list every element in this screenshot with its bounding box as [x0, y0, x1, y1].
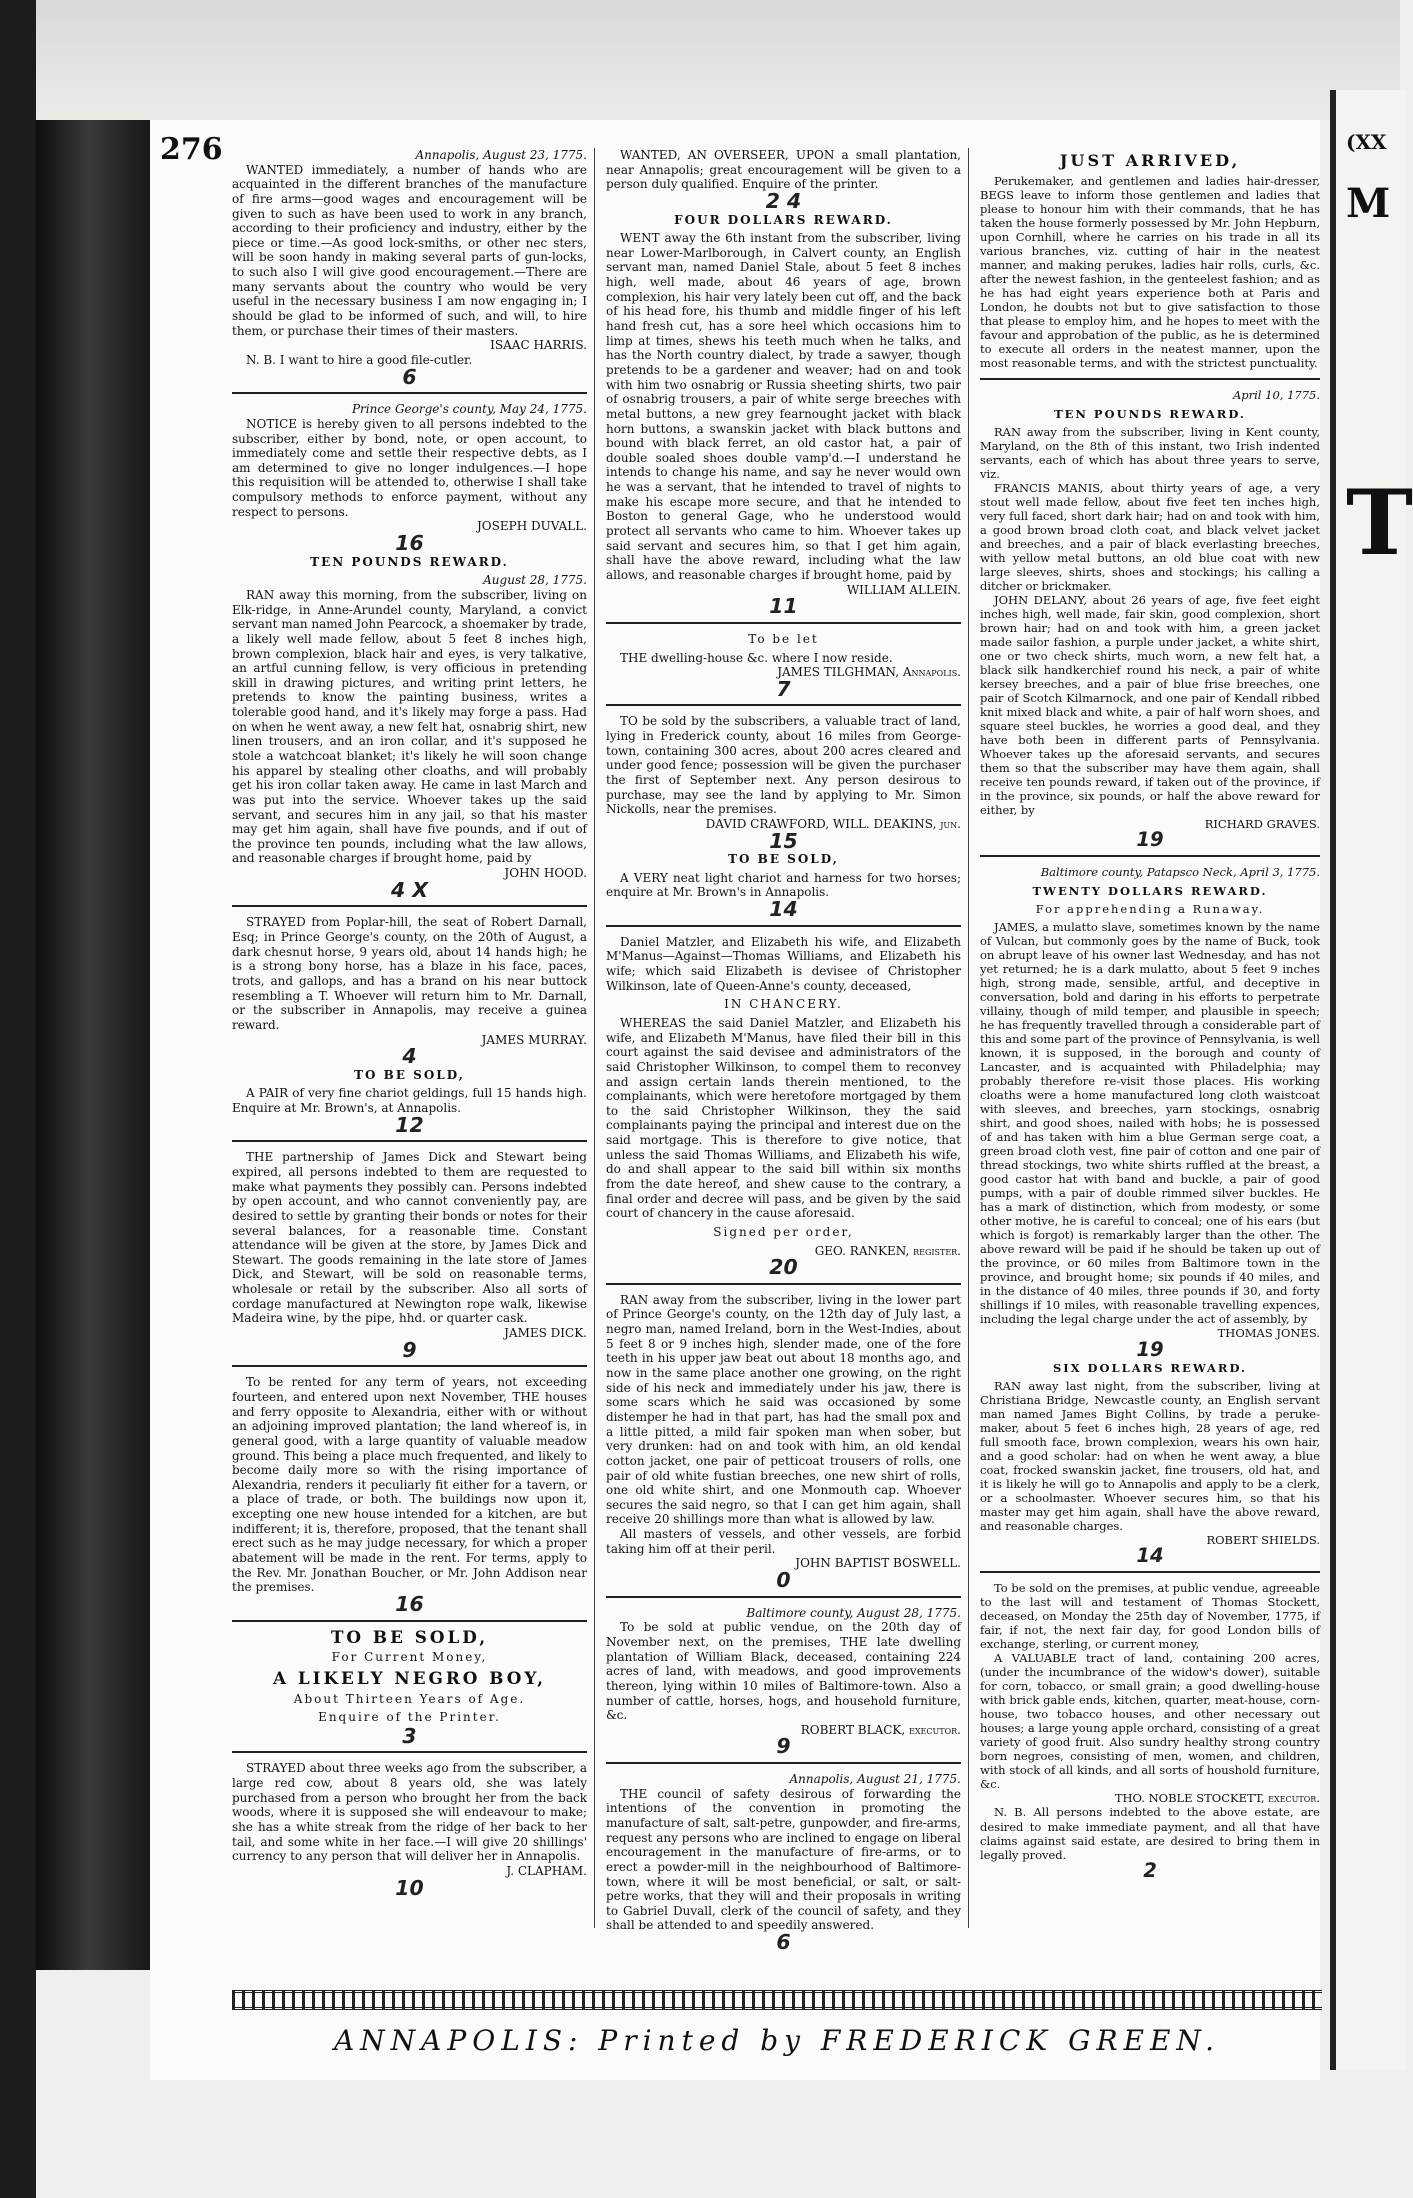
- book-spine: [36, 120, 154, 1970]
- handwritten-annotation: 3: [402, 1723, 417, 1748]
- ad-text: WANTED immediately, a number of hands who are acquainted in the different branches of the manufacture of fire arms—good wages and encouragement will be given to such as have been used to work in any branch, according to their proficiency and industry, either by the piece or time.—As good lock-smiths, or other nec sters, will be soon handy in making several parts of gun-locks, to such also I will give good encouragement.—There are many servants about the country who would be very useful in the necessary business I am now engaging in; I should be glad to be informed of such, and will, to hire them, or purchase their times of their masters.: [232, 162, 587, 338]
- adjacent-page-fragment: T: [1346, 470, 1413, 576]
- ad-signature: DAVID CRAWFORD, WILL. DEAKINS, jun.: [705, 816, 961, 831]
- ad-signature: JOHN BAPTIST BOSWELL.: [795, 1556, 961, 1571]
- ad-heading: TEN POUNDS REWARD.: [310, 554, 509, 569]
- ad-text: THE partnership of James Dick and Stewart being expired, all persons indebted to them are requested to make what payments they possibly can. Persons indebted by open account, and who cannot conveniently pay, are desired to settle by granting their bonds or notes for their several balances, for a reasonable time. Constant attendance will be given at the store, by James Dick and Stewart. The goods remaining in the late store of James Dick, and Stewart, will be sold on reasonable terms, wholesale or retail by the subscriber. Also all sorts of cordage manufactured at Newington rope walk, likewise Madeira wine, by the pipe, hhd. or quarter cask.: [232, 1150, 587, 1326]
- handwritten-annotation: 9: [402, 1337, 417, 1362]
- column-rule: [980, 855, 1320, 857]
- ad-text: THE council of safety desirous of forwarding the intentions of the convention in promoting the manufacture of salt, salt-petre, gunpowder, and fire-arms, request any persons who are inclined to engage on liberal encouragement in the manufacture of fire-arms, or to erect a powder-mill in the neighbourhood of Baltimore-town, where it will be most beneficial, or salt, or salt-petre works, that they will and their proposals in writing to Gabriel Duvall, clerk of the council of safety, and they shall be attended to and speedily answered.: [606, 1786, 961, 1933]
- ad-signature: J. CLAPHAM.: [506, 1863, 587, 1878]
- ad-signature: JAMES MURRAY.: [481, 1032, 587, 1047]
- handwritten-annotation: 11: [769, 594, 798, 619]
- column-rule: [232, 392, 587, 394]
- ad-signature: WILLIAM ALLEIN.: [846, 582, 961, 597]
- handwritten-annotation: 4 X: [390, 877, 428, 902]
- ad-text: N. B. All persons indebted to the above estate, are desired to make immediate payment, and all that have claims against said estate, are desired to bring them in legally proved.: [980, 1805, 1320, 1862]
- ad-text: To be sold on the premises, at public vendue, agreeable to the last will and testament of Thomas Stockett, deceased, on Monday the 25th day of November, 1775, if fair, if not, the next fair day, for good London bills of exchange, sterling, or current money,: [980, 1580, 1320, 1652]
- ad-signature: RICHARD GRAVES.: [1204, 817, 1320, 832]
- imprint-footer: [232, 1990, 1322, 2057]
- column-rule: [232, 1751, 587, 1753]
- ad-text: A PAIR of very fine chariot geldings, full 15 hands high. Enquire at Mr. Brown's, at Annapolis.: [232, 1086, 587, 1116]
- handwritten-annotation: 14: [769, 897, 798, 922]
- ad-large-heading: JUST ARRIVED,: [1059, 151, 1241, 170]
- column-rule: [606, 1762, 961, 1764]
- ad-signature: JAMES TILGHMAN, Annapolis.: [777, 665, 961, 680]
- handwritten-annotation: 20: [769, 1255, 798, 1280]
- ad-large-heading: A LIKELY NEGRO BOY,: [272, 1667, 547, 1688]
- column-divider: [594, 148, 595, 1928]
- page-number: 276: [160, 132, 223, 167]
- handwritten-annotation: 0: [776, 1568, 791, 1593]
- handwritten-annotation: 12: [395, 1112, 424, 1137]
- ad-centered-line: About Thirteen Years of Age.: [293, 1691, 526, 1706]
- handwritten-annotation: 16: [395, 531, 424, 556]
- column-rule: [606, 1596, 961, 1598]
- column-rule: [232, 1140, 587, 1142]
- column-rule: [980, 378, 1320, 380]
- ad-text: N. B. I want to hire a good file-cutler.: [246, 352, 473, 367]
- ad-text: JOHN DELANY, about 26 years of age, five feet eight inches high, well made, fair skin, good complexion, short brown hair; had on and took with him, a green jacket made sailor fashion, a purple under jacket, a white shirt, one or two check shirts, much worn, a new felt hat, a black silk handkerchief round his neck, a pair of white kersey breeches, and a pair of blue frise breeches, one pair of Scotch Kilmarnock, and one pair of Kendall ribbed knit mixed black and white, a pair of half worn shoes, and square steel buckles, he worries a good deal, and they have both been in different parts of Pennsylvania. Whoever takes up the aforesaid servants, and secures them so that the subscriber may have them again, shall receive ten pounds reward, if taken out of the province, if in the province, six pounds, or half the above reward for either, by: [980, 592, 1320, 818]
- ad-text: Perukemaker, and gentlemen and ladies hair-dresser, BEGS leave to inform those gentlemen and ladies that please to honour him with their commands, that he has taken the house formerly possessed by Mr. John Hepburn, upon Cornhill, where he carries on his trade in all its various branches, viz. cutting of hair in the neatest manner, and making perukes, ladies hair rolls, curls, &c. after the newest fashion, in the genteelest fashion; and as he has had eight years experience both at Paris and London, he doubts not but to give satisfaction to those that please to employ him, and he hopes to meet with the favour and approbation of the public, as he is determined to execute all orders in the neatest manner, upon the most reasonable terms, and with the strictest punctuality.: [980, 174, 1320, 371]
- column-rule: [980, 1571, 1320, 1573]
- column-1: [232, 148, 587, 1900]
- ad-text: RAN away last night, from the subscriber, living at Christiana Bridge, Newcastle county, an English servant man named James Bight Collins, by trade a peruke-maker, about 5 feet 6 inches high, 28 years of age, red full smooth face, brown complexion, wears his own hair, and a good scholar: had on when he went away, a blue coat, frocked swanskin jacket, fine trousers, old hat, and it is likely he will go to Annapolis and apply to be a clerk, or a schoolmaster. Whoever secures him, so that his master may get him again, shall have the above reward, and reasonable charges.: [980, 1378, 1320, 1533]
- ad-text: TO be sold by the subscribers, a valuable tract of land, lying in Frederick county, about 16 miles from George-town, containing 300 acres, about 200 acres cleared and under good fence; possession will be given the purchaser the first of September next. Any person desirous to purchase, may see the land by applying to Mr. Simon Nickolls, near the premises.: [606, 714, 961, 817]
- ad-text: NOTICE is hereby given to all persons indebted to the subscriber, either by bond, note, or open account, to immediately come and settle their respective debts, as I am determined to give no longer indulgences.—I hope this requisition will be attended to, otherwise I shall take compulsory methods to enforce payment, without any respect to persons.: [232, 416, 587, 519]
- ad-dateline: April 10, 1775.: [1232, 388, 1320, 403]
- ad-text: To be sold at public vendue, on the 20th day of November next, on the premises, THE late dwelling plantation of William Black, deceased, containing 224 acres of land, with meadows, and good improvements thereon, lying within 10 miles of Baltimore-town. Also a number of cattle, horses, hogs, and household furniture, &c.: [606, 1620, 961, 1723]
- ad-text: RAN away from the subscriber, living in the lower part of Prince George's county, on the 12th day of July last, a negro man, named Ireland, born in the West-Indies, about 5 feet 8 or 9 inches high, slender made, one of the fore teeth in his upper jaw beat out about 18 months ago, and now in the same place another one growing, on the right side of his neck and immediately under his jaw, there is some scars which he said was occasioned by some distemper he had in that part, has had the small pox and a little pitted, a mild fair spoken man when sober, but very drunken: had on and took with him, an old kendal cotton jacket, one pair of petticoat trousers of rolls, one pair of old white fustian breeches, one new shirt of rolls, one old white shirt, and one Monmouth cap. Whoever secures the said negro, so that I can get him again, shall receive 20 shillings more than what is allowed by law.: [606, 1292, 961, 1527]
- column-rule: [606, 925, 961, 927]
- ad-heading: TEN POUNDS REWARD.: [1054, 406, 1246, 421]
- handwritten-annotation: 2 4: [765, 188, 802, 213]
- ad-text: JAMES, a mulatto slave, sometimes known by the name of Vulcan, but commonly goes by the name of Buck, took on abrupt leave of his owner last Wednesday, and has not yet returned; he is a dark mulatto, about 5 feet 9 inches high, strong made, sensible, artful, and deceptive in conversation, bold and daring in his efforts to perpetrate villainy, though of mild temper, and plausible in speech; he has frequently travelled through a considerable part of this and some part of the province of Pennsylvania, is well known, it is supposed, in the borough and county of Lancaster, and is acquainted with Philadelphia; may probably therefore re-visit those places. His working cloaths were a home manufactured long cloth waistcoat with sleeves, and breeches, yarn stockings, osnabrig shirt, and good shoes, nailed with hobs; he is possessed of and has taken with him a blue German serge coat, a green broad cloth vest, fine pair of cotton and one pair of thread stockings, two white shirts ruffled at the breast, a good castor hat with band and buckle, a pair of good pumps, with a pair of double rimmed silver buckles. He has a mark of distinction, which from modesty, or some other motive, he is careful to conceal; one of his ears (but which is forgot) is remarkably larger than the other. The above reward will be paid if he should be taken up out of the province, or 60 miles from Baltimore town in the province, and brought home; six pounds if 40 miles, and in the distance of 40 miles, three pounds if 30, and forty shillings if 10 miles, with reasonable travelling expences, including the legal charge under the act of assembly, by: [980, 919, 1320, 1327]
- ad-centered-line: Enquire of the Printer.: [318, 1710, 501, 1725]
- ad-text: RAN away this morning, from the subscriber, living on Elk-ridge, in Anne-Arundel county, Maryland, a convict servant man named John Pearcock, a shoemaker by trade, a likely well made fellow, about 5 feet 8 inches high, brown complexion, black hair and eyes, is very talkative, an artful cunning fellow, is very officious in pretending skill in drawing pictures, and writing print letters, he pretends to know the painting business, writes a tolerable good hand, and it's likely may forge a pass. Had on when he went away, a new felt hat, osnabrig shirt, new linen trousers, and an iron collar, and it's supposed he stole a watchcoat blanket; it's likely he will soon change his apparel by stealing other cloaths, and will probably get his iron collar taken away. He came in last March and was put into the service. Whoever takes up the said servant, and secures him in any jail, so that his master may get him again, shall have five pounds, and if out of the province ten pounds, including what the law allows, and reasonable charges if brought home, paid by: [232, 587, 587, 866]
- adjacent-page-edge: [1330, 90, 1413, 2070]
- column-rule: [232, 905, 587, 907]
- ad-dateline: Baltimore county, August 28, 1775.: [746, 1605, 961, 1620]
- column-rule: [232, 1365, 587, 1367]
- ad-signature: GEO. RANKEN, register.: [814, 1243, 961, 1258]
- ad-text: STRAYED about three weeks ago from the subscriber, a large red cow, about 8 years old, she was lately purchased from a person who brought her from the back woods, where it is supposed she will endeavour to make; she has a white streak from the ridge of her back to her tail, and some white in her face.—I will give 20 shillings' currency to any person that will deliver her in Annapolis.: [232, 1761, 587, 1864]
- ad-text: A VERY neat light chariot and harness for two horses; enquire at Mr. Brown's in Annapolis.: [606, 870, 961, 900]
- ad-heading: SIX DOLLARS REWARD.: [1052, 1360, 1248, 1375]
- printer-line: ANNAPOLIS: Printed by FREDERICK GREEN.: [333, 2024, 1221, 2057]
- handwritten-annotation: 10: [395, 1875, 424, 1900]
- scan-left-edge: [0, 0, 36, 2198]
- handwritten-annotation: 7: [776, 676, 791, 701]
- handwritten-annotation: 6: [776, 1930, 791, 1955]
- handwritten-annotation: 19: [1136, 1337, 1164, 1361]
- ad-text: WHEREAS the said Daniel Matzler, and Elizabeth his wife, and Elizabeth M'Manus, have filed their bill in this court against the said devisee and administrators of the said Christopher Wilkinson, to compel them to reconvey and assign certain lands therein mentioned, to the complainants, which were heretofore mortgaged by them to the said Christopher Wilkinson, they the said complainants paying the principal and interest due on the said mortgage. This is therefore to give notice, that unless the said Thomas Williams, and Elizabeth his wife, do and shall appear to the said bill within six months from the date hereof, and shew cause to the contrary, a final order and decree will pass, and be given by the said court of chancery in the cause aforesaid.: [606, 1015, 961, 1221]
- ad-text: FRANCIS MANIS, about thirty years of age, a very stout well made fellow, about five feet ten inches high, very full faced, short dark hair; had on and took with him, a good brown broad cloth coat, and black velvet jacket and breeches, and a pair of black everlasting breeches, with yellow metal buttons, an old blue coat with new large sleeves, shirts, shoes and stockings; his calling a ditcher or brickmaker.: [980, 480, 1320, 593]
- column-2: [606, 148, 961, 1955]
- handwritten-annotation: 16: [395, 1591, 424, 1616]
- handwritten-annotation: 15: [769, 828, 798, 853]
- ad-signature: JOHN HOOD.: [504, 866, 587, 881]
- ad-large-heading: TO BE SOLD,: [330, 1626, 489, 1647]
- ad-heading: FOUR DOLLARS REWARD.: [674, 212, 893, 227]
- ad-dateline: Prince George's county, May 24, 1775.: [351, 402, 587, 417]
- handwritten-annotation: 2: [1143, 1858, 1157, 1882]
- handwritten-annotation: 4: [402, 1044, 417, 1069]
- ad-text: WENT away the 6th instant from the subscriber, living near Lower-Marlborough, in Calvert county, an English servant man, named Daniel Stale, about 5 feet 8 inches high, well made, about 46 years of age, brown complexion, his hair very lately been cut off, and the back of his head fore, his thumb and middle finger of his left hand fresh cut, has a sore heel which occasions him to limp at times, shews his teeth much when he talks, and has the North country dialect, by trade a sawyer, though pretends to be a gardener and weaver; had on and took with him two osnabrig or Russia sheeting shirts, two pair of osnabrig trousers, a pair of white serge breeches with metal buttons, a new grey fearnought jacket with black horn buttons, a swanskin jacket with black buttons and bound with black ferret, an old castor hat, a pair of double soaled shoes double vamp'd.—I understand he intends to change his name, and say he never would own he was a servant, that he intended to travel of nights to make his escape more secure, and that he intended to Boston to general Gage, who he understood would protect all servants who came to him. Whoever takes up said servant and secures him, so that I get him again, shall have the above reward, including what the law allows, and reasonable charges if brought home, paid by: [606, 231, 961, 582]
- ad-dateline: August 28, 1775.: [483, 573, 587, 588]
- handwritten-annotation: 14: [1136, 1543, 1164, 1567]
- handwritten-annotation: 19: [1136, 828, 1164, 852]
- handwritten-annotation: 9: [776, 1734, 791, 1759]
- column-rule: [606, 1283, 961, 1285]
- scan-top-edge: [0, 0, 1400, 120]
- ad-text: STRAYED from Poplar-hill, the seat of Robert Darnall, Esq; in Prince George's county, on the 20th of August, a dark chesnut horse, 9 years old, about 14 hands high; he is a strong bony horse, has a blaze in his face, paces, trots, and gallops, and has a brand on his near buttock resembling a T. Whoever will return him to Mr. Darnall, or the subscriber in Annapolis, may receive a guinea reward.: [232, 915, 587, 1032]
- ad-signature: ROBERT SHIELDS.: [1206, 1532, 1320, 1547]
- ad-centered-line: For apprehending a Runaway.: [1035, 901, 1265, 916]
- ad-text: RAN away from the subscriber, living in Kent county, Maryland, on the 8th of this instant, two Irish indented servants, each of which has about three years to serve, viz.: [980, 424, 1320, 481]
- ad-text: WANTED, AN OVERSEER, UPON a small plantation, near Annapolis; great encouragement will be given to a person duly qualified. Enquire of the printer.: [606, 148, 961, 192]
- adjacent-page-fragment: M: [1346, 180, 1391, 227]
- ad-signature: ROBERT BLACK, executor.: [800, 1722, 961, 1737]
- ad-heading: TWENTY DOLLARS REWARD.: [1032, 883, 1268, 898]
- ad-dateline: Baltimore county, Patapsco Neck, April 3, 1775.: [1040, 865, 1320, 880]
- ad-dateline: Annapolis, August 23, 1775.: [415, 148, 587, 162]
- column-divider: [968, 148, 969, 1928]
- column-rule: [606, 622, 961, 624]
- ad-signature: ISAAC HARRIS.: [490, 338, 587, 353]
- column-rule: [606, 704, 961, 706]
- ad-signature: THO. NOBLE STOCKETT, executor.: [1114, 1791, 1320, 1806]
- ad-text: Daniel Matzler, and Elizabeth his wife, and Elizabeth M'Manus—Against—Thomas Williams, and Elizabeth his wife; which said Elizabeth is devisee of Christopher Wilkinson, late of Queen-Anne's county, deceased,: [606, 934, 961, 993]
- ad-text: A VALUABLE tract of land, containing 200 acres, (under the incumbrance of the widow's dower), suitable for corn, tobacco, or small grain; a good dwelling-house with brick gable ends, kitchen, quarter, meat-house, corn-house, two tobacco houses, and other necessary out houses; a large young apple orchard, consisting of a great variety of good fruit. Also sundry healthy strong country born negroes, consisting of men, women, and children, with stock of all kinds, and all sorts of houshold furniture, &c.: [980, 1651, 1320, 1792]
- ad-signature: JAMES DICK.: [504, 1326, 587, 1341]
- ad-heading: TO BE SOLD,: [728, 852, 839, 867]
- adjacent-page-fragment: (XX: [1346, 130, 1387, 154]
- ad-centered-line: For Current Money,: [331, 1650, 488, 1665]
- handwritten-annotation: 6: [402, 364, 417, 389]
- ad-text: THE dwelling-house &c. where I now reside.: [620, 650, 893, 665]
- column-3: [980, 148, 1320, 1880]
- ad-text: All masters of vessels, and other vessels, are forbid taking him off at their peril.: [606, 1527, 961, 1556]
- ad-signature: THOMAS JONES.: [1217, 1326, 1320, 1341]
- ad-signature: JOSEPH DUVALL.: [477, 519, 587, 534]
- ad-heading: TO BE SOLD,: [354, 1067, 465, 1082]
- column-rule: [232, 1620, 587, 1622]
- ad-dateline: Annapolis, August 21, 1775.: [789, 1772, 961, 1787]
- ad-text: To be rented for any term of years, not exceeding fourteen, and entered upon next November, THE houses and ferry opposite to Alexandria, either with or without an adjoining improved plantation; the land whereof is, in general good, with a large quantity of valuable meadow ground. This being a place much frequented, and likely to become daily more so with the rising importance of Alexandria, renders it peculiarly fit either for a tavern, or a place of trade, or both. The buildings now upon it, excepting one new house intended for a kitchen, are but indifferent; it is, therefore, proposed, that the tenant shall erect such as he may judge necessary, for which a proper abatement will be made in the rent. For terms, apply to the Rev. Mr. Jonathan Boucher, or Mr. John Addison near the premises.: [232, 1375, 587, 1595]
- ad-centered-line: Signed per order,: [713, 1224, 854, 1239]
- ornamental-border: [232, 1990, 1322, 2010]
- ad-centered-line: IN CHANCERY.: [724, 997, 843, 1012]
- ad-centered-line: To be let: [748, 631, 819, 646]
